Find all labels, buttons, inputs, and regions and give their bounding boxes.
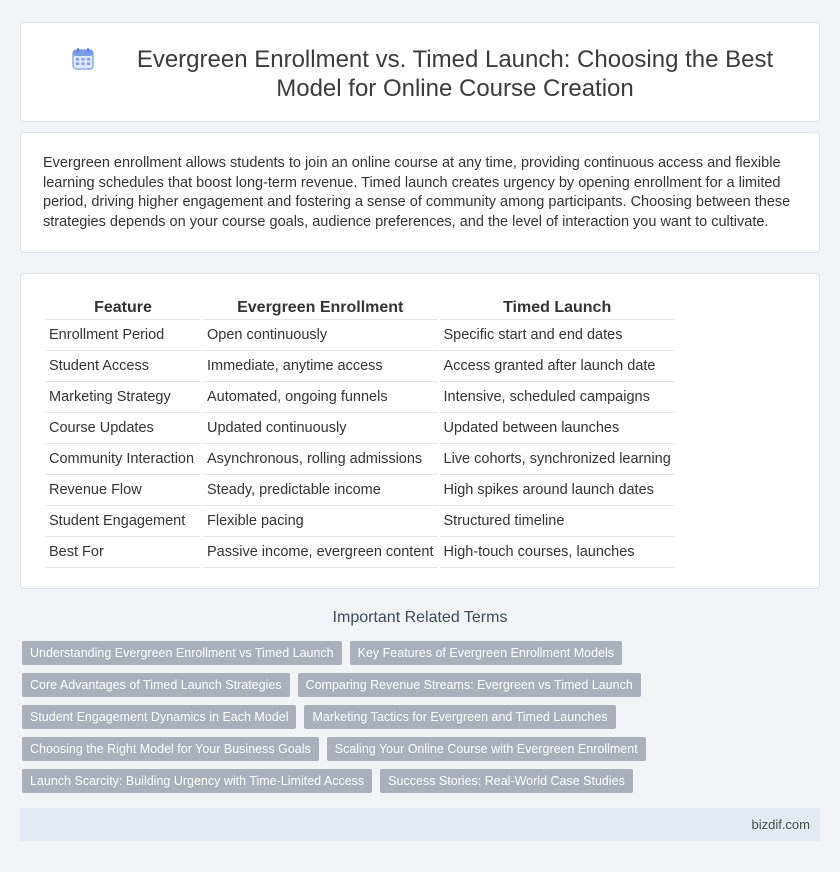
- related-term-link[interactable]: Comparing Revenue Streams: Evergreen vs Timed Launch: [298, 673, 641, 697]
- evergreen-cell: Open continuously: [203, 320, 438, 351]
- evergreen-cell: Immediate, anytime access: [203, 351, 438, 382]
- intro-card: [20, 132, 820, 253]
- feature-cell: Course Updates: [45, 413, 201, 444]
- feature-cell: Marketing Strategy: [45, 382, 201, 413]
- timed-cell: High-touch courses, launches: [440, 537, 675, 568]
- comparison-table: [43, 296, 677, 568]
- comparison-card: [20, 273, 820, 589]
- timed-cell: High spikes around launch dates: [440, 475, 675, 506]
- table-row: [45, 444, 675, 475]
- related-term-link[interactable]: Launch Scarcity: Building Urgency with Time-Limited Access: [22, 769, 372, 793]
- related-term-link[interactable]: Understanding Evergreen Enrollment vs Timed Launch: [22, 641, 342, 665]
- table-row: [45, 320, 675, 351]
- timed-cell: Structured timeline: [440, 506, 675, 537]
- evergreen-cell: Updated continuously: [203, 413, 438, 444]
- table-row: [45, 537, 675, 568]
- feature-cell: Student Engagement: [45, 506, 201, 537]
- evergreen-cell: Asynchronous, rolling admissions: [203, 444, 438, 475]
- evergreen-cell: Passive income, evergreen content: [203, 537, 438, 568]
- page-title: Evergreen Enrollment vs. Timed Launch: Choosing the Best Model for Online Course Creation: [136, 46, 774, 102]
- related-term-link[interactable]: Core Advantages of Timed Launch Strategies: [22, 673, 290, 697]
- table-row: [45, 413, 675, 444]
- header-timed: Timed Launch: [440, 296, 675, 320]
- related-term-link[interactable]: Success Stories: Real-World Case Studies: [380, 769, 633, 793]
- tag-row: [22, 769, 822, 793]
- table-header-row: [45, 296, 675, 320]
- related-terms-list: [22, 641, 822, 801]
- feature-cell: Student Access: [45, 351, 201, 382]
- tag-row: [22, 737, 822, 761]
- footer-site-link[interactable]: bizdif.com: [751, 817, 810, 832]
- feature-cell: Enrollment Period: [45, 320, 201, 351]
- evergreen-cell: Steady, predictable income: [203, 475, 438, 506]
- related-term-link[interactable]: Scaling Your Online Course with Evergreen Enrollment: [327, 737, 646, 761]
- header-evergreen: Evergreen Enrollment: [203, 296, 438, 320]
- related-term-link[interactable]: Student Engagement Dynamics in Each Model: [22, 705, 296, 729]
- related-term-link[interactable]: Choosing the Right Model for Your Business Goals: [22, 737, 319, 761]
- tag-row: [22, 641, 822, 665]
- timed-cell: Live cohorts, synchronized learning: [440, 444, 675, 475]
- table-row: [45, 506, 675, 537]
- evergreen-cell: Flexible pacing: [203, 506, 438, 537]
- timed-cell: Specific start and end dates: [440, 320, 675, 351]
- header-feature: Feature: [45, 296, 201, 320]
- tag-row: [22, 673, 822, 697]
- footer: [20, 808, 820, 841]
- related-terms-heading: Important Related Terms: [332, 609, 508, 626]
- feature-cell: Community Interaction: [45, 444, 201, 475]
- timed-cell: Updated between launches: [440, 413, 675, 444]
- table-row: [45, 475, 675, 506]
- table-row: [45, 351, 675, 382]
- evergreen-cell: Automated, ongoing funnels: [203, 382, 438, 413]
- timed-cell: Access granted after launch date: [440, 351, 675, 382]
- related-term-link[interactable]: Marketing Tactics for Evergreen and Timed Launches: [304, 705, 615, 729]
- title-card: [20, 22, 820, 122]
- feature-cell: Best For: [45, 537, 201, 568]
- intro-paragraph: Evergreen enrollment allows students to join an online course at any time, providing continuous access and flexible learning schedules that boost long-term revenue. Timed launch creates urgency by opening enrollment for a limited period, driving higher engagement and fostering a sense of community among participants. Choosing between these strategies depends on your course goals, audience preferences, and the level of interaction you want to cultivate.: [43, 155, 791, 230]
- feature-cell: Revenue Flow: [45, 475, 201, 506]
- tag-row: [22, 705, 822, 729]
- timed-cell: Intensive, scheduled campaigns: [440, 382, 675, 413]
- related-term-link[interactable]: Key Features of Evergreen Enrollment Models: [350, 641, 622, 665]
- table-row: [45, 382, 675, 413]
